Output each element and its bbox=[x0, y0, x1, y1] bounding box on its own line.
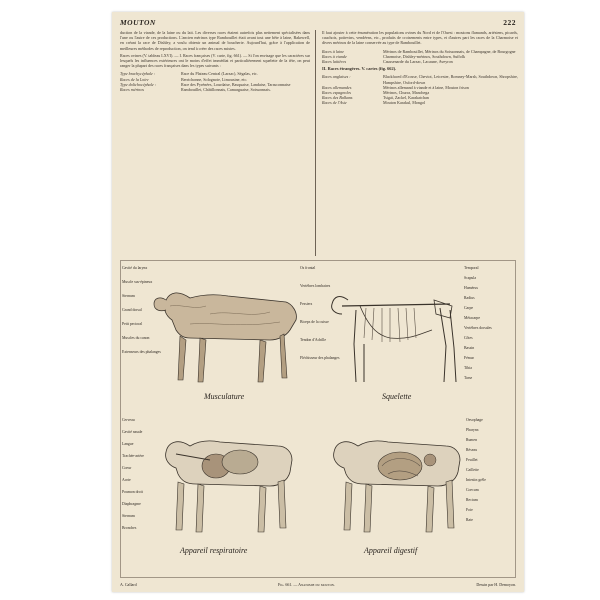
anatomy-label: Oesophage bbox=[466, 418, 483, 422]
skeleton-sheep bbox=[332, 297, 456, 382]
tree-label: Races à laine bbox=[322, 48, 345, 54]
anatomy-label: Tarse bbox=[464, 376, 473, 380]
tree-values: Mouton Karakul, Mongol bbox=[383, 100, 426, 106]
tree-label: Races de la Loire bbox=[120, 76, 149, 82]
classification-tree bbox=[120, 71, 310, 92]
tree-label: Type brachycéphale : bbox=[120, 71, 156, 77]
tree-values: Race du Plateau Central (Larzac), Ségalas, etc. bbox=[181, 71, 258, 77]
anatomy-label: Métacarpe bbox=[464, 316, 481, 320]
anatomy-label: Sternum bbox=[122, 514, 135, 518]
tree-label: Type dolichocéphale : bbox=[120, 81, 157, 87]
anatomy-label: Aorte bbox=[122, 478, 131, 482]
anatomy-figure bbox=[120, 260, 516, 578]
tree-values: Tsigaï, Zackel, Karakatchan bbox=[383, 95, 429, 101]
tree-values: Blackfaced d'Ecosse, Cheviot, Leicester, Romney-Marsh, Southdown, Shropshire, Hampshire, Oxford-down bbox=[383, 74, 518, 85]
anatomy-label: Rate bbox=[466, 518, 473, 522]
anatomy-label: Cerveau bbox=[122, 418, 135, 422]
digestive-title: Appareil digestif bbox=[364, 546, 418, 555]
tree-values: Mérinos de Rambouillet, Mérinos du Soissonnais, de Champagne, de Bourgogne bbox=[383, 48, 516, 54]
anatomy-label: Sternum bbox=[122, 294, 135, 298]
tree-label: Races laitières bbox=[322, 59, 347, 65]
anatomy-label: Muscle sus-épineux bbox=[122, 280, 153, 284]
anatomy-label: Intestin grêle bbox=[466, 478, 486, 482]
anatomy-label: Cavité du larynx bbox=[122, 266, 148, 270]
tree-label: Races de l'Asie bbox=[322, 100, 347, 106]
anatomy-label: Humérus bbox=[464, 286, 478, 290]
anatomy-label: Radius bbox=[464, 296, 475, 300]
tree-label: Races anglaises : bbox=[322, 74, 351, 80]
tree-values: Caussenarde du Larzac, Lacaune, Aveyron bbox=[383, 59, 453, 65]
classification-tree bbox=[322, 49, 518, 65]
anatomy-label: Scapula bbox=[464, 276, 477, 280]
anatomy-label: Fessiers bbox=[300, 302, 313, 306]
anatomy-label: Poumon droit bbox=[122, 490, 143, 494]
tree-values: Charmoise, Dishley-mérinos, Southdown, Suffolk bbox=[383, 53, 466, 59]
page-number: 222 bbox=[503, 18, 516, 27]
right-column bbox=[322, 30, 518, 106]
tree-label: Races à viande bbox=[322, 53, 347, 59]
anatomy-label: Tibia bbox=[464, 366, 472, 370]
anatomy-label: Coeur bbox=[122, 466, 132, 470]
figure-caption bbox=[120, 582, 516, 587]
anatomy-label: Petit pectoral bbox=[122, 322, 143, 326]
tree-row bbox=[120, 87, 310, 92]
anatomy-label: Côtes bbox=[464, 336, 473, 340]
anatomy-label: Langue bbox=[122, 442, 134, 446]
anatomy-label: Vertèbres lombaires bbox=[300, 284, 331, 288]
tree-label: Races espagnoles bbox=[322, 90, 351, 96]
anatomy-label: Temporal bbox=[464, 266, 479, 270]
anatomy-label: Rectum bbox=[466, 498, 478, 502]
tree-row bbox=[322, 74, 518, 84]
anatomy-label: Vertèbres dorsales bbox=[464, 326, 492, 330]
tree-values: Mérinos, Churra, Manchega bbox=[383, 90, 430, 96]
engraver-credit: A. Callard bbox=[120, 582, 137, 587]
anatomy-label: Trachée-artère bbox=[122, 454, 144, 458]
section-title: MOUTON bbox=[120, 18, 156, 27]
anatomy-label: Pharynx bbox=[466, 428, 479, 432]
skeleton-title: Squelette bbox=[382, 392, 412, 401]
anatomy-label: Carpe bbox=[464, 306, 474, 310]
anatomy-illustration bbox=[120, 260, 516, 578]
anatomy-label: Diaphragme bbox=[122, 502, 141, 506]
tree-values: Race des Pyrénées, Lourdaise, Basquaise, Landaise, Tarasconnaise bbox=[181, 81, 291, 87]
anatomy-label: Muscles du canon bbox=[122, 336, 150, 340]
tree-label: Races mérinos bbox=[120, 87, 144, 93]
tree-label: Races des Balkans bbox=[322, 95, 353, 101]
column-divider bbox=[315, 30, 316, 256]
respiratory-sheep bbox=[166, 441, 292, 532]
anatomy-label: Réseau bbox=[466, 448, 477, 452]
anatomy-label: Fémur bbox=[464, 356, 474, 360]
musculature-title: Musculature bbox=[204, 392, 245, 401]
tree-values: Berrichonne, Solognote, Limousine, etc. bbox=[181, 76, 248, 82]
tree-values: Rambouillet, Châtillonnais, Camarguaise, Soissonnais. bbox=[181, 87, 271, 93]
paragraph: Races ovines (V. tableau LXVI). — I. Races françaises (V. carte, fig. 661). — Si l'on envisage que les caractères sur lesquels les influences extérieures ont le moins d'effet immédiat et particulièrement squelette de la tête, on peut ranger la plupart des races françaises dans les types suivants : bbox=[120, 52, 310, 69]
caption-title: Fig. 661. — Anatomie du mouton. bbox=[278, 582, 335, 587]
dictionary-page bbox=[112, 12, 524, 592]
anatomy-label: Feuillet bbox=[466, 458, 478, 462]
classification-tree bbox=[322, 74, 518, 105]
anatomy-label: Bronches bbox=[122, 526, 137, 530]
respiratory-title: Appareil respiratoire bbox=[180, 546, 248, 555]
digestive-sheep bbox=[334, 441, 460, 532]
left-column bbox=[120, 30, 310, 92]
running-head bbox=[120, 18, 516, 27]
anatomy-label: Caillette bbox=[466, 468, 479, 472]
tree-values: Mérinos allemand à viande et à laine, Mouton frison bbox=[383, 84, 469, 90]
anatomy-label: Bassin bbox=[464, 346, 475, 350]
anatomy-label: Rumen bbox=[466, 438, 477, 442]
tree-row bbox=[322, 100, 518, 105]
anatomy-label: Coecum bbox=[466, 488, 479, 492]
tree-label: Races allemandes bbox=[322, 84, 352, 90]
paragraph: duction de la viande, de la laine ou du lait. Les diverses races étaient autrefois plus nettement spécialisées dans l'une ou l'autre de ces productions. L'ancien mérinos type Rambouillet était avant tout une bête à laine, Bakewell, en créant la race de Dishley, a voulu obtenir un animal de boucherie. Aujourd'hui, grâce à l'application de meilleures méthodes de reproduction, on tend à créer des races mixtes. bbox=[120, 30, 310, 51]
anatomy-label: Foie bbox=[466, 508, 473, 512]
anatomy-label: Tendon d'Achille bbox=[300, 338, 327, 342]
musculature-sheep bbox=[154, 293, 296, 382]
artist-credit: Dessin par H. Demoyon. bbox=[476, 582, 516, 587]
anatomy-label: Fléchisseur des phalanges bbox=[300, 356, 340, 360]
anatomy-label: Grand dorsal bbox=[122, 308, 142, 312]
anatomy-label: Biceps de la cuisse bbox=[300, 320, 329, 324]
anatomy-label: Cavité nasale bbox=[122, 430, 143, 434]
tree-row bbox=[322, 59, 518, 64]
section-heading: II. Races étrangères. V. cartes (fig. 662). bbox=[322, 66, 397, 72]
anatomy-label: Os frontal bbox=[300, 266, 316, 270]
anatomy-label: Extenseurs des phalanges bbox=[122, 350, 161, 354]
paragraph: Il faut ajouter à cette énumération les populations ovines du Nord et de l'Ouest : moutons flamands, artésiens, picards, cauchois, poitevins, vendéens, etc., produits de croisements entre types, et d'autres part les races de la Charmoise et divers mérinos de la laine conservée au type de Rambouillet. bbox=[322, 30, 518, 46]
